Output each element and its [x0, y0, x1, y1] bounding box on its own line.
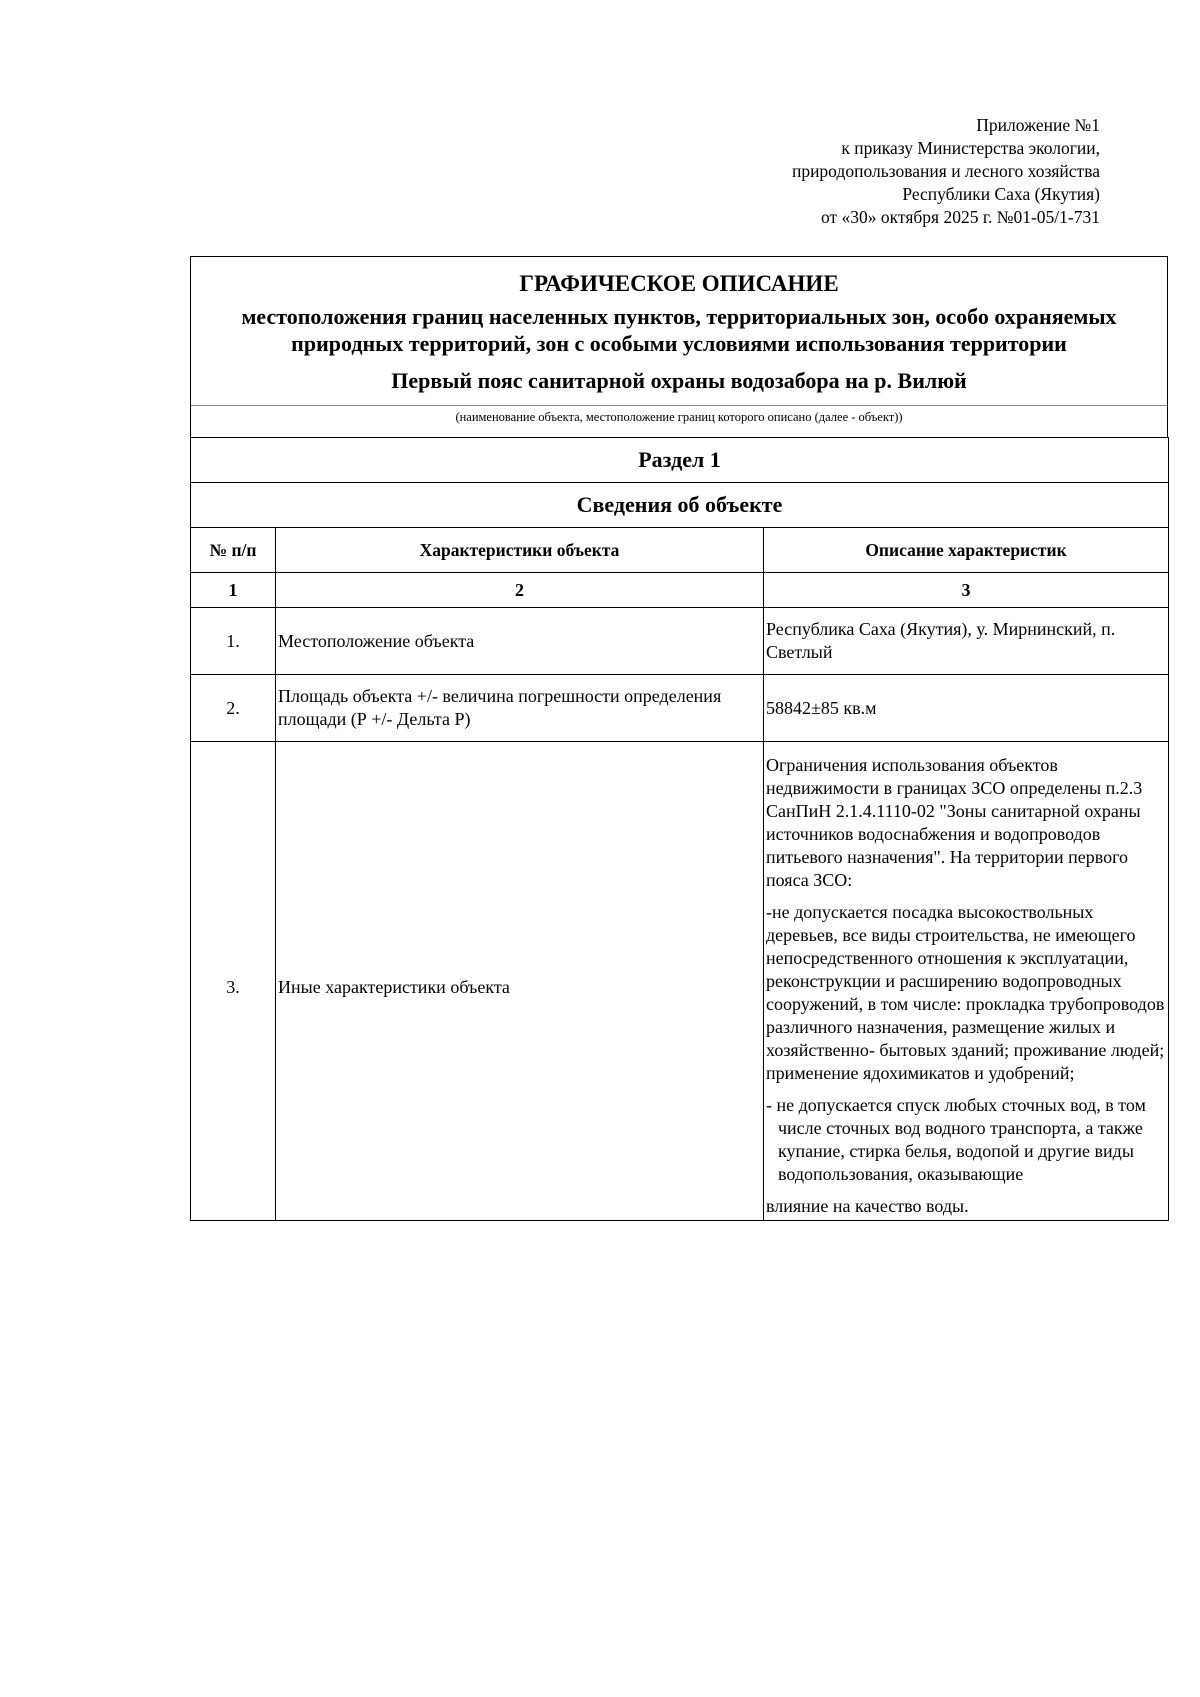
row-description [764, 742, 1169, 1221]
table-row [191, 742, 1169, 1221]
row-number: 2. [191, 675, 276, 742]
description-paragraph: Ограничения использования объектов недвижимости в границах ЗСО определены п.2.3 СанПиН 2.1.4.1110-02 "Зоны санитарной охраны источников водоснабжения и водопроводов питьевого назначения". На территории первого пояса ЗСО: [766, 755, 1143, 890]
row-number: 1. [191, 608, 276, 675]
row-characteristic: Местоположение объекта [276, 608, 764, 675]
column-number: 3 [764, 573, 1169, 608]
appendix-line: Приложение №1 [976, 115, 1100, 135]
column-header: Описание характеристик [764, 528, 1169, 573]
appendix-line: природопользования и лесного хозяйства [791, 161, 1100, 181]
row-number: 3. [191, 742, 276, 1221]
description-paragraph: влияние на качество воды. [766, 1196, 969, 1216]
column-number-row [191, 573, 1169, 608]
object-name: Первый пояс санитарной охраны водозабора на р. Вилюй [391, 368, 967, 393]
table-row [191, 608, 1169, 675]
description-paragraph: -не допускается посадка высокоствольных деревьев, все виды строительства, не имеющего непосредственного отношения к эксплуатации, реконструкции и расширению водопроводных сооружений, в том числе: прокладка трубопроводов различного назначения, размещение жилых и хозяйственно- бытовых зданий; проживание людей; применение ядохимикатов и удобрений; [766, 902, 1165, 1083]
table-header-row [191, 528, 1169, 573]
description-paragraph: - не допускается спуск любых сточных вод, в том числе сточных вод водного транспорта, а также купание, стирка белья, водопой и другие виды водопользования, оказывающие [766, 1095, 1146, 1184]
document-title: ГРАФИЧЕСКОЕ ОПИСАНИЕ [519, 271, 839, 296]
column-number: 1 [191, 573, 276, 608]
appendix-line: от «30» октября 2025 г. №01-05/1-731 [820, 207, 1100, 227]
row-description: 58842±85 кв.м [764, 675, 1169, 742]
column-number: 2 [276, 573, 764, 608]
row-description: Республика Саха (Якутия), у. Мирнинский, п. Светлый [764, 608, 1169, 675]
document-frame [190, 256, 1168, 1221]
document-subtitle: местоположения границ населенных пунктов, территориальных зон, особо охраняемых природных территорий, зон с особыми условиями использования территории [241, 304, 1117, 356]
column-header: Характеристики объекта [276, 528, 764, 573]
appendix-block [792, 114, 1100, 229]
object-name-caption: (наименование объекта, местоположение границ которого описано (далее - объект)) [455, 410, 903, 424]
appendix-line: к приказу Министерства экологии, [841, 138, 1100, 158]
row-characteristic: Иные характеристики объекта [276, 742, 764, 1221]
section-subtitle: Сведения об объекте [191, 483, 1169, 528]
section-title: Раздел 1 [191, 438, 1169, 483]
object-info-table [190, 437, 1169, 1221]
table-row [191, 675, 1169, 742]
header-box [190, 256, 1168, 437]
row-characteristic: Площадь объекта +/- величина погрешности определения площади (Р +/- Дельта Р) [276, 675, 764, 742]
title-block [191, 257, 1167, 405]
appendix-line: Республики Саха (Якутия) [902, 184, 1100, 204]
column-header: № п/п [191, 528, 276, 573]
